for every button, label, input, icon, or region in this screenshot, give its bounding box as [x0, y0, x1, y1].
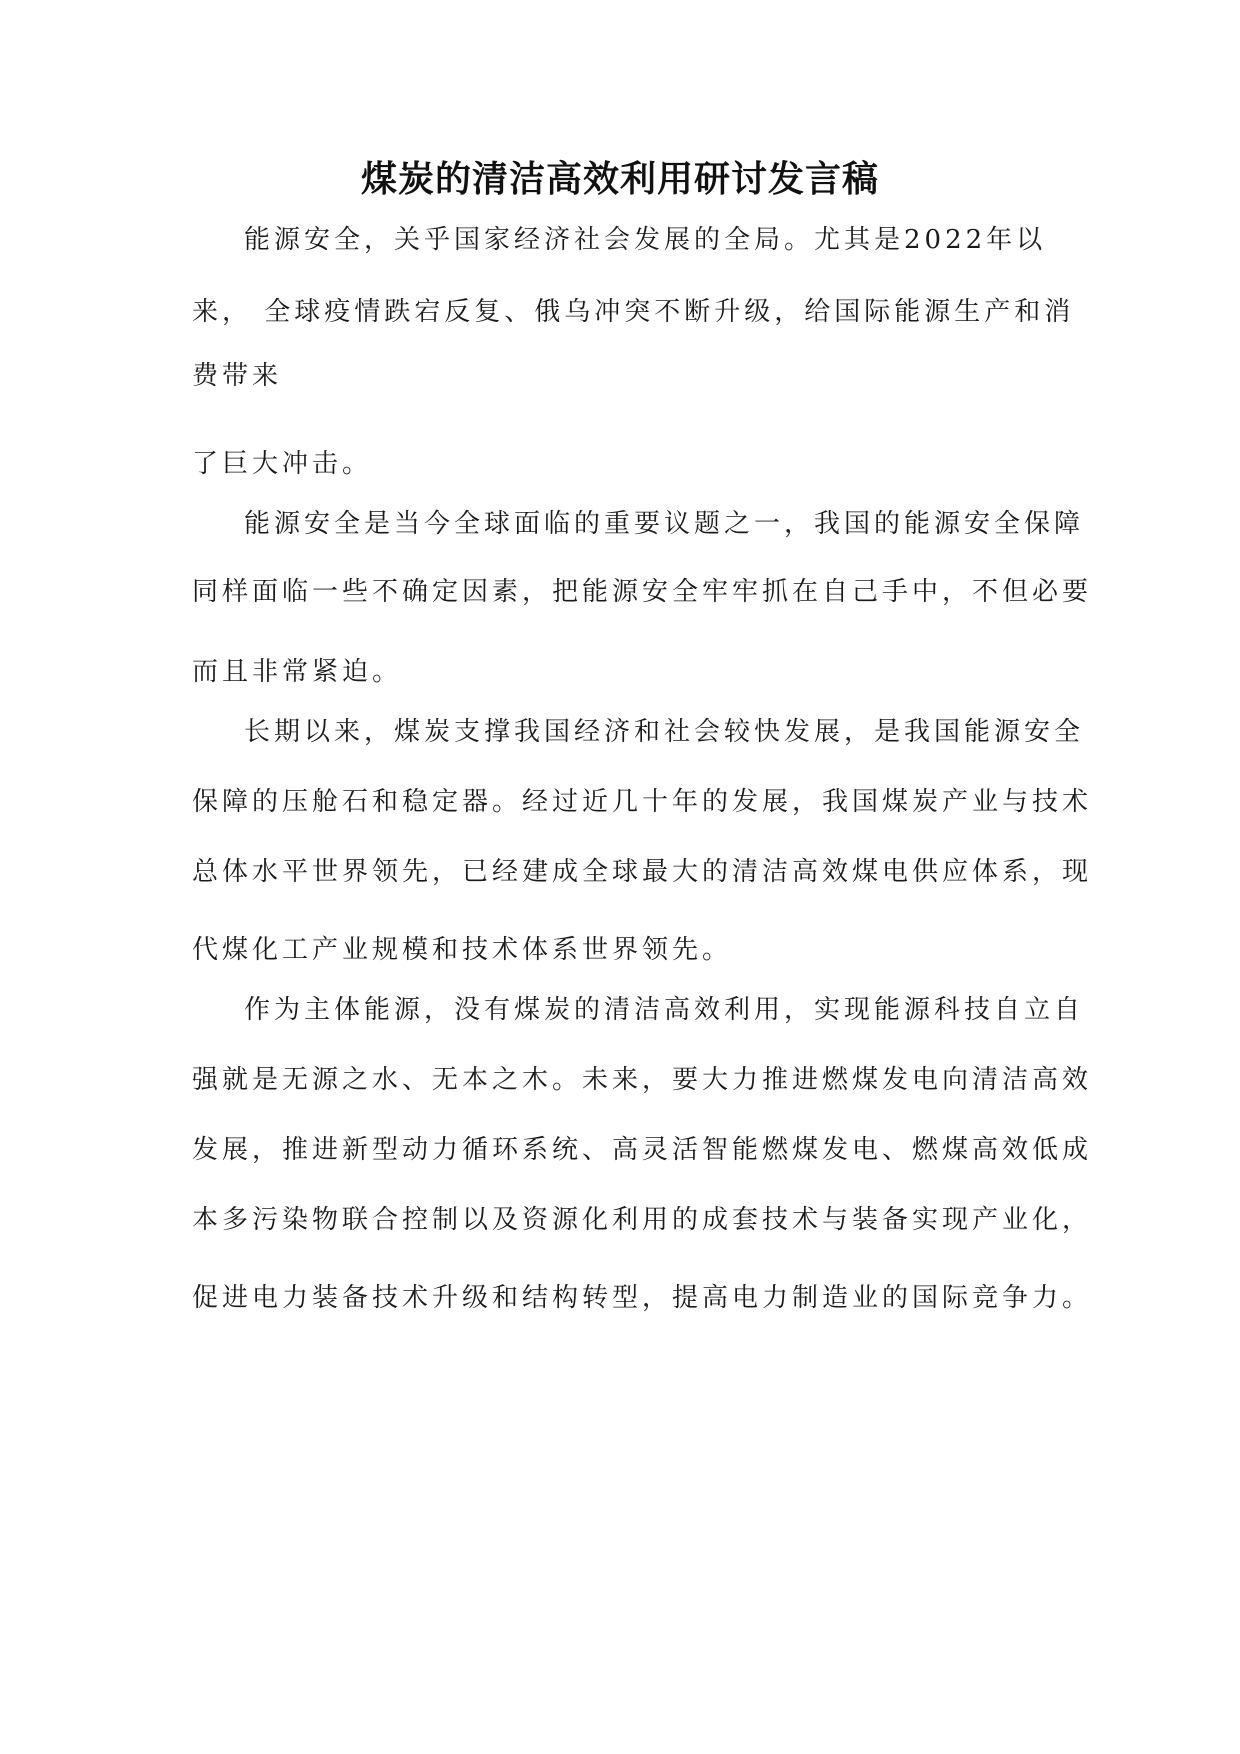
paragraph-2-line-3: 而且非常紧迫。	[192, 657, 403, 687]
paragraph-4-line-2: 强就是无源之水、无本之木。未来，要大力推进燃煤发电向清洁高效	[192, 1065, 1093, 1095]
paragraph-2-line-1: 能源安全是当今全球面临的重要议题之一，我国的能源安全保障	[244, 509, 1085, 539]
paragraph-1-line-3: 费带来	[192, 361, 283, 391]
paragraph-1-line-4: 了巨大冲击。	[192, 449, 373, 479]
paragraph-4-line-5: 促进电力装备技术升级和结构转型，提高电力制造业的国际竞争力。	[192, 1283, 1093, 1313]
paragraph-4-line-3: 发展，推进新型动力循环系统、高灵活智能燃煤发电、燃煤高效低成	[192, 1135, 1093, 1165]
paragraph-3-line-4: 代煤化工产业规模和技术体系世界领先。	[192, 935, 733, 965]
paragraph-1-line-1: 能源安全，关乎国家经济社会发展的全局。尤其是2022年以	[244, 225, 1047, 255]
paragraph-4-line-4: 本多污染物联合控制以及资源化利用的成套技术与装备实现产业化，	[192, 1205, 1093, 1235]
paragraph-3-line-3: 总体水平世界领先，已经建成全球最大的清洁高效煤电供应体系，现	[192, 857, 1093, 887]
paragraph-1-line-2: 来， 全球疫情跌宕反复、俄乌冲突不断升级，给国际能源生产和消	[192, 297, 1075, 327]
paragraph-3-line-2: 保障的压舱石和稳定器。经过近几十年的发展，我国煤炭产业与技术	[192, 787, 1093, 817]
document-title: 煤炭的清洁高效利用研讨发言稿	[360, 159, 879, 200]
paragraph-3-line-1: 长期以来，煤炭支撑我国经济和社会较快发展，是我国能源安全	[244, 717, 1085, 747]
paragraph-2-line-2: 同样面临一些不确定因素，把能源安全牢牢抓在自己手中，不但必要	[192, 577, 1093, 607]
paragraph-4-line-1: 作为主体能源，没有煤炭的清洁高效利用，实现能源科技自立自	[244, 995, 1085, 1025]
